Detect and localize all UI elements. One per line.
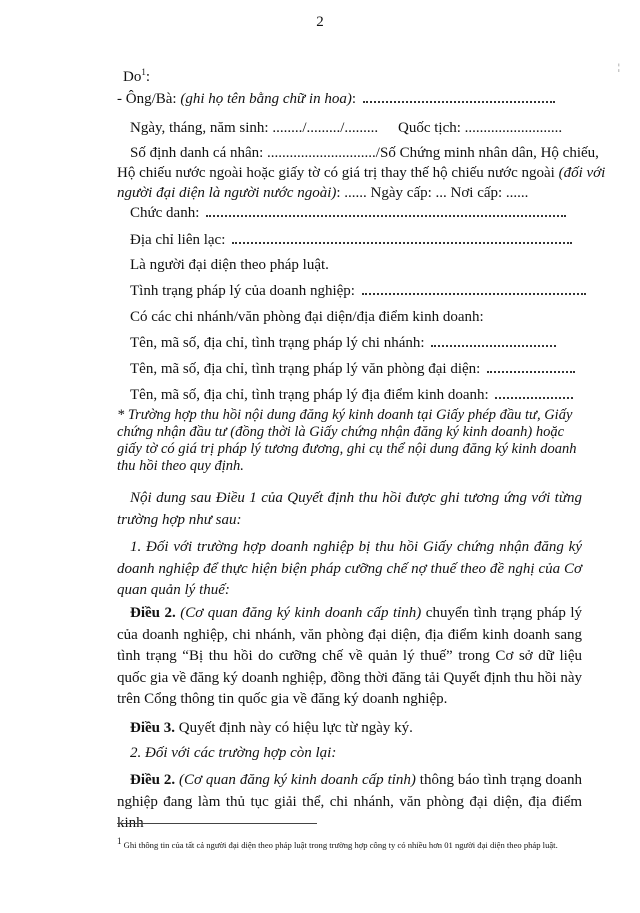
revocation-note: * Trường hợp thu hồi nội dung đăng ký kinh doanh tại Giấy phép đầu tư, Giấy chứng nhận đầu tư (đồng thời là Giấy chứng nhận đăng ký kinh doanh) hoặc giấy tờ có giá trị pháp lý tương đương, ghi cụ thể nội dung đăng ký kinh doanh thu hồi theo quy định. [117, 407, 577, 474]
business-location-line: Tên, mã số, địa chỉ, tình trạng pháp lý địa điểm kinh doanh: [130, 385, 573, 405]
legal-status-line: Tình trạng pháp lý của doanh nghiệp: [130, 281, 586, 301]
do-label: Do [123, 69, 142, 85]
position-label: Chức danh: [130, 205, 204, 221]
ong-ba-dots [363, 100, 555, 103]
article3-paragraph: Điều 3. Quyết định này có hiệu lực từ ngày ký. [130, 720, 413, 736]
legal-rep-line: Là người đại diện theo pháp luật. [130, 257, 329, 273]
footnote-ref: 1 [141, 67, 146, 77]
footnote-divider [117, 823, 317, 824]
id-number-line [130, 143, 599, 163]
birth-date-line [130, 118, 378, 138]
page-number: 2 [316, 14, 324, 30]
birth-date: Ngày, tháng, năm sinh: ......../........./......... [130, 120, 379, 136]
article3-label: Điều 3. [130, 720, 175, 736]
article2a-paragraph: Điều 2. (Cơ quan đăng ký kinh doanh cấp tỉnh) chuyển tình trạng pháp lý của doanh nghiệp, chi nhánh, văn phòng đại diện, địa điểm kinh doanh sang tình trạng “Bị thu hồi do cưỡng chế về quản lý thuế” trong Cơ sở dữ liệu quốc gia về đăng ký doanh nghiệp, đồng thời đăng tải Quyết định thu hồi này trên Cổng thông tin quốc gia về đăng ký doanh nghiệp. [117, 605, 583, 707]
nationality: Quốc tịch: .......................... [398, 120, 563, 136]
intro-paragraph: Nội dung sau Điều 1 của Quyết định thu hồi được ghi tương ứng với từng trường hợp như sau: [117, 490, 582, 528]
nationality-line [398, 118, 562, 138]
article2b-label: Điều 2. [130, 772, 176, 788]
ong-ba-line: - Ông/Bà: (ghi họ tên bằng chữ in hoa): [117, 89, 555, 109]
case1-paragraph: 1. Đối với trường hợp doanh nghiệp bị thu hồi Giấy chứng nhận đăng ký doanh nghiệp để thực hiện biện pháp cưỡng chế nợ thuế theo đề nghị của Cơ quan quản lý thuế: [117, 539, 582, 598]
do-label-line: Do$^1$: [123, 67, 151, 85]
ong-ba-prefix: - Ông/Bà: [117, 91, 181, 107]
article2a-label: Điều 2. [130, 605, 176, 621]
ong-ba-hint: (ghi họ tên bằng chữ in hoa) [180, 91, 352, 107]
passport-line-b: người đại diện là người nước ngoài): ...... Ngày cấp: ... Nơi cấp: ...... [117, 185, 529, 201]
id-number: Số định danh cá nhân: ............................./Số Chứng minh nhân dân, Hộ chiếu, [130, 145, 599, 161]
address-label: Địa chỉ liên lạc: [130, 232, 230, 248]
branches-line: Có các chi nhánh/văn phòng đại diện/địa điểm kinh doanh: [130, 309, 484, 325]
passport-line-a: Hộ chiếu nước ngoài hoặc giấy tờ có giá trị thay thế hộ chiếu nước ngoài (đối với [117, 165, 606, 181]
footnote: $^1$ Ghi thông tin của tất cả người đại diện theo pháp luật trong trường hợp công ty có nhiều hơn 01 người đại diện theo pháp luật. [117, 836, 558, 850]
stray-mark: ¦ [618, 62, 620, 72]
article2b-paragraph: Điều 2. (Cơ quan đăng ký kinh doanh cấp tỉnh) thông báo tình trạng doanh nghiệp đang làm thủ tục giải thể, chi nhánh, văn phòng đại diện, địa điểm kinh [117, 772, 582, 831]
branch-line: Tên, mã số, địa chỉ, tình trạng pháp lý chi nhánh: [130, 333, 556, 353]
address-line [130, 230, 572, 250]
rep-office-line: Tên, mã số, địa chỉ, tình trạng pháp lý văn phòng đại diện: [130, 359, 575, 379]
case2-paragraph: 2. Đối với các trường hợp còn lại: [130, 745, 337, 761]
position-line [130, 203, 566, 223]
